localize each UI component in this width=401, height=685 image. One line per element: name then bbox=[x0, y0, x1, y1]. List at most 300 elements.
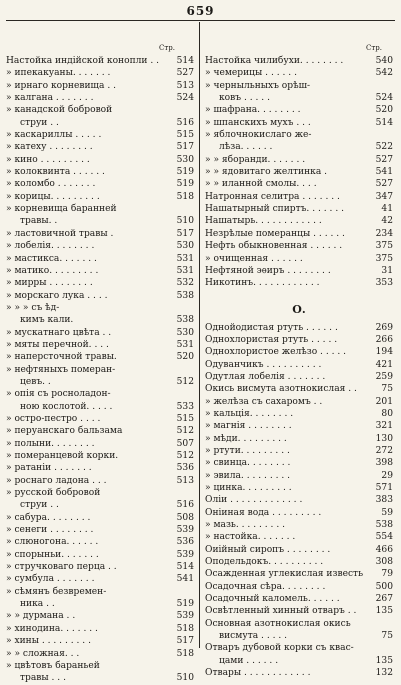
entry-page bbox=[172, 302, 194, 314]
entry-page bbox=[371, 80, 393, 92]
entry-term: » черныльныхъ орѣш- bbox=[205, 80, 311, 91]
entry-page: 527 bbox=[375, 154, 393, 165]
index-entry bbox=[205, 383, 393, 395]
entry-term: » роснаго ладона . . . bbox=[6, 475, 107, 486]
entry-term: » калгана . . . . . . . bbox=[6, 93, 94, 104]
entry-page: 515 bbox=[176, 413, 194, 424]
entry-term: Однохлористая ртуть . . . . . bbox=[205, 334, 338, 345]
index-entry bbox=[205, 568, 393, 580]
index-entry bbox=[6, 117, 194, 129]
entry-page: 29 bbox=[381, 470, 393, 481]
index-entry bbox=[6, 314, 194, 326]
entry-page: 398 bbox=[375, 458, 393, 469]
entry-term: » чемерицы . . . . . . bbox=[205, 68, 297, 79]
index-entry bbox=[205, 215, 393, 227]
index-entry bbox=[6, 290, 194, 302]
index-entry bbox=[6, 499, 194, 511]
entry-page: 500 bbox=[375, 581, 393, 592]
entry-page: 518 bbox=[176, 191, 194, 202]
entry-term: Нашатырный спиртъ. . . . . . . bbox=[205, 204, 344, 215]
entry-term: » померанцевой корки. bbox=[6, 451, 119, 461]
entry-page: 514 bbox=[176, 562, 194, 573]
index-entry bbox=[205, 154, 393, 166]
entry-page: 531 bbox=[176, 253, 194, 264]
index-entry bbox=[6, 623, 194, 635]
index-entry bbox=[6, 672, 194, 684]
index-entry bbox=[205, 322, 393, 334]
entry-term: » желѣза съ сахаромъ . . bbox=[205, 396, 323, 407]
index-entry bbox=[6, 401, 194, 413]
index-entry bbox=[6, 203, 194, 215]
entry-page: 375 bbox=[375, 253, 393, 264]
entry-term: » цвѣтовъ бараньей bbox=[6, 660, 100, 671]
index-entry bbox=[205, 80, 393, 92]
entry-term: Окись висмута азотнокислая . . bbox=[205, 384, 357, 395]
entry-page: 194 bbox=[375, 347, 393, 358]
section-letter-o: О. bbox=[292, 302, 306, 316]
index-entry bbox=[6, 55, 194, 67]
entry-term: » эвила. . . . . . . . . bbox=[205, 470, 291, 481]
entry-page: 41 bbox=[381, 204, 393, 215]
entry-page: 541 bbox=[176, 574, 194, 585]
entry-page: 517 bbox=[176, 142, 194, 153]
entry-term: » лобелія. . . . . . . . bbox=[6, 241, 95, 252]
entry-page: 519 bbox=[176, 179, 194, 190]
index-entry bbox=[6, 191, 194, 203]
entry-page: 518 bbox=[176, 648, 194, 659]
entry-page: 308 bbox=[375, 557, 393, 568]
index-entry bbox=[6, 215, 194, 227]
entry-page: 540 bbox=[375, 56, 393, 66]
index-entry bbox=[6, 351, 194, 363]
entry-term: » корицы. . . . . . . . . bbox=[6, 191, 100, 202]
index-entry bbox=[205, 228, 393, 240]
entry-term: » ратаніи . . . . . . . bbox=[6, 463, 92, 474]
entry-term: Осажденная углекислая известь bbox=[205, 569, 364, 580]
index-entry bbox=[6, 80, 194, 92]
index-entry bbox=[205, 544, 393, 556]
entry-term: » сѣмянъ безвремен- bbox=[6, 586, 107, 597]
entry-page: 520 bbox=[176, 352, 194, 363]
page-column-header-right: Стр. bbox=[366, 44, 382, 52]
header-rule bbox=[6, 20, 395, 21]
entry-page: 542 bbox=[375, 68, 393, 79]
index-entry bbox=[6, 561, 194, 573]
entry-page: 541 bbox=[375, 167, 393, 178]
entry-page: 507 bbox=[176, 438, 194, 449]
index-entry bbox=[6, 154, 194, 166]
index-entry bbox=[205, 457, 393, 469]
index-entry bbox=[6, 660, 194, 672]
entry-page: 347 bbox=[375, 191, 393, 202]
entry-term: Натронная селитра . . . . . . . bbox=[205, 191, 340, 202]
entry-term: Однохлористое желѣзо . . . . . bbox=[205, 347, 347, 358]
entry-page bbox=[172, 487, 194, 499]
index-entry bbox=[6, 635, 194, 647]
entry-page: 135 bbox=[375, 606, 393, 617]
index-entry bbox=[6, 425, 194, 437]
index-entry bbox=[6, 438, 194, 450]
entry-term: » мускатнаго цвѣта . . bbox=[6, 327, 112, 338]
entry-page: 130 bbox=[375, 433, 393, 444]
entry-term: струи . . bbox=[20, 500, 59, 511]
entry-term: » наперсточной травы. bbox=[6, 352, 117, 363]
entry-page: 321 bbox=[375, 421, 393, 432]
entry-term: Нашатырь. . . . . . . . . . . . bbox=[205, 216, 322, 227]
entry-page: 75 bbox=[381, 384, 393, 395]
entry-term: » яблочнокислаго же- bbox=[205, 130, 312, 141]
entry-term: висмута . . . . . bbox=[219, 631, 288, 642]
entry-term: » сумбула . . . . . . . bbox=[6, 574, 95, 585]
index-entry bbox=[6, 339, 194, 351]
entry-page: 517 bbox=[176, 636, 194, 647]
entry-term: Отваръ дубовой корки съ квас- bbox=[205, 643, 354, 654]
index-entry bbox=[6, 536, 194, 548]
entry-page: 512 bbox=[176, 451, 194, 461]
index-entry bbox=[6, 450, 194, 462]
entry-term: » катеху . . . . . . . . bbox=[6, 142, 93, 153]
entry-term: » шпанскихъ мухъ . . . bbox=[205, 117, 311, 128]
index-entry bbox=[205, 277, 393, 289]
entry-term: » » яборанди. . . . . . . bbox=[205, 154, 306, 165]
index-entry bbox=[205, 519, 393, 531]
entry-term: Оподельдокъ. . . . . . . . . . bbox=[205, 557, 324, 568]
index-entry bbox=[205, 605, 393, 617]
entry-term: » ирнаго корневища . . bbox=[6, 80, 116, 91]
entry-term: » шафрана. . . . . . . . bbox=[205, 105, 301, 116]
entry-term: Основная азотнокислая окись bbox=[205, 618, 351, 629]
entry-page bbox=[371, 642, 393, 654]
entry-term: » мастикса. . . . . . . bbox=[6, 253, 97, 264]
page-number: 659 bbox=[186, 4, 215, 18]
entry-term: ковъ . . . . . bbox=[219, 93, 270, 104]
entry-page: 533 bbox=[176, 401, 194, 412]
entry-page bbox=[172, 104, 194, 116]
entry-term: » мазь. . . . . . . . . bbox=[205, 520, 286, 531]
index-entry bbox=[6, 462, 194, 474]
entry-page bbox=[371, 129, 393, 141]
index-entry bbox=[205, 371, 393, 383]
index-entry bbox=[205, 141, 393, 153]
index-entry bbox=[205, 531, 393, 543]
entry-page: 59 bbox=[381, 507, 393, 518]
entry-page: 201 bbox=[375, 396, 393, 407]
entry-page: 510 bbox=[176, 216, 194, 227]
index-entry bbox=[205, 556, 393, 568]
entry-term: Настойка чилибухи. . . . . . . . bbox=[205, 56, 344, 66]
index-entry bbox=[205, 92, 393, 104]
entry-term: Нефть обыкновенная . . . . . . bbox=[205, 241, 343, 252]
entry-page: 42 bbox=[381, 216, 393, 227]
entry-term: травы. . bbox=[20, 216, 58, 227]
entry-term: цевъ. . bbox=[20, 376, 51, 387]
entry-page: 530 bbox=[176, 327, 194, 338]
section-spacer bbox=[205, 290, 393, 298]
entry-page: 532 bbox=[176, 278, 194, 289]
entry-term: » » » съ ѣд- bbox=[6, 302, 60, 313]
entry-term: Оиійный сиропъ . . . . . . . . bbox=[205, 544, 331, 555]
entry-term: Никотинъ. . . . . . . . . . . . bbox=[205, 278, 320, 289]
index-entry bbox=[205, 445, 393, 457]
entry-term: » мирры . . . . . . . . bbox=[6, 278, 93, 289]
entry-term: » слюногона. . . . . . bbox=[6, 537, 99, 548]
entry-term: » » иланной смолы. . . . bbox=[205, 179, 317, 190]
index-entry bbox=[205, 494, 393, 506]
entry-term: » очищенная . . . . . . bbox=[205, 253, 303, 264]
entry-term: » мѣди. . . . . . . . . bbox=[205, 433, 287, 444]
entry-term: » спорыньи. . . . . . . bbox=[6, 549, 99, 560]
entry-term: Осадочный каломель. . . . . . bbox=[205, 594, 340, 605]
index-entry bbox=[205, 129, 393, 141]
entry-page: 508 bbox=[176, 512, 194, 523]
index-entry bbox=[205, 55, 393, 67]
entry-page: 266 bbox=[375, 334, 393, 345]
index-entry bbox=[6, 166, 194, 178]
index-entry bbox=[205, 359, 393, 371]
entry-page: 536 bbox=[176, 463, 194, 474]
index-entry bbox=[6, 228, 194, 240]
entry-term: » сенеги . . . . . . . . bbox=[6, 525, 94, 536]
index-entry bbox=[205, 117, 393, 129]
index-entry bbox=[6, 265, 194, 277]
index-entry bbox=[205, 433, 393, 445]
index-entry bbox=[6, 141, 194, 153]
index-entry bbox=[6, 240, 194, 252]
entry-page: 518 bbox=[176, 623, 194, 634]
entry-term: » цинка. . . . . . . . . bbox=[205, 483, 292, 493]
entry-term: струи . . bbox=[20, 117, 59, 128]
index-entry bbox=[205, 203, 393, 215]
index-entry bbox=[6, 598, 194, 610]
entry-term: » остро-пестро . . . . bbox=[6, 413, 101, 424]
entry-term: Однойодистая ртуть . . . . . . bbox=[205, 322, 338, 333]
entry-term: цами . . . . . . bbox=[219, 655, 279, 666]
entry-term: ника . . bbox=[20, 599, 55, 610]
entry-page: 79 bbox=[381, 569, 393, 580]
entry-page: 571 bbox=[375, 483, 393, 493]
entry-page: 531 bbox=[176, 265, 194, 276]
entry-page: 510 bbox=[176, 673, 194, 684]
index-entry bbox=[205, 67, 393, 79]
entry-term: Незрѣлые померанцы . . . . . . bbox=[205, 228, 345, 239]
entry-page: 538 bbox=[176, 315, 194, 326]
index-entry bbox=[6, 573, 194, 585]
entry-page: 132 bbox=[375, 668, 393, 679]
entry-page: 519 bbox=[176, 599, 194, 610]
right-entry-list-o bbox=[205, 322, 393, 680]
entry-page: 234 bbox=[375, 228, 393, 239]
index-entry bbox=[6, 475, 194, 487]
index-entry bbox=[6, 67, 194, 79]
entry-page: 527 bbox=[375, 179, 393, 190]
entry-term: » морскаго лука . . . . bbox=[6, 290, 108, 301]
entry-term: » полыни. . . . . . . . bbox=[6, 438, 95, 449]
entry-term: » » ядовитаго желтинка . bbox=[205, 167, 328, 178]
entry-term: » ипекакуаны. . . . . . . bbox=[6, 68, 111, 79]
entry-page: 512 bbox=[176, 376, 194, 387]
entry-term: лѣза. . . . . . bbox=[219, 142, 273, 153]
entry-term: » корневища баранней bbox=[6, 204, 117, 215]
entry-term: Освѣтленный хинный отваръ . . bbox=[205, 606, 357, 617]
entry-page: 538 bbox=[375, 520, 393, 531]
entry-term: » сабура. . . . . . . . bbox=[6, 512, 91, 523]
entry-term: Нефтяной эѳиръ . . . . . . . . bbox=[205, 265, 331, 276]
entry-term: » русской бобровой bbox=[6, 488, 101, 499]
entry-page bbox=[172, 388, 194, 400]
entry-page: 517 bbox=[176, 228, 194, 239]
index-entry bbox=[205, 334, 393, 346]
index-entry bbox=[205, 581, 393, 593]
column-divider bbox=[199, 22, 200, 648]
entry-term: травы . . . bbox=[20, 673, 66, 684]
entry-page: 539 bbox=[176, 611, 194, 622]
index-entry bbox=[6, 388, 194, 400]
entry-term: » колоквинта . . . . . . bbox=[6, 167, 105, 178]
entry-page: 524 bbox=[176, 93, 194, 104]
index-entry bbox=[205, 178, 393, 190]
index-entry bbox=[6, 178, 194, 190]
entry-term: » настойка. . . . . . . bbox=[205, 532, 296, 543]
index-entry bbox=[6, 104, 194, 116]
right-index-column bbox=[205, 55, 393, 680]
index-entry bbox=[205, 507, 393, 519]
entry-page: 516 bbox=[176, 500, 194, 511]
entry-term: » магнія . . . . . . . . bbox=[205, 421, 292, 432]
entry-term: » опія съ росноладон- bbox=[6, 389, 111, 400]
entry-term: Одутлая лобелія . . . . . . . bbox=[205, 371, 326, 382]
entry-page bbox=[172, 586, 194, 598]
entry-page: 514 bbox=[375, 117, 393, 128]
index-entry bbox=[6, 364, 194, 376]
entry-term: Оліи . . . . . . . . . . . . . bbox=[205, 495, 303, 506]
index-entry bbox=[6, 586, 194, 598]
index-entry bbox=[6, 129, 194, 141]
entry-page: 538 bbox=[176, 290, 194, 301]
right-entry-list-n bbox=[205, 55, 393, 290]
entry-page: 31 bbox=[381, 265, 393, 276]
entry-term: » » дурмана . . bbox=[6, 611, 76, 622]
index-entry bbox=[6, 376, 194, 388]
entry-page: 512 bbox=[176, 426, 194, 437]
entry-term: » канадской бобровой bbox=[6, 105, 113, 116]
entry-page: 513 bbox=[176, 80, 194, 91]
entry-page: 536 bbox=[176, 537, 194, 548]
entry-page: 514 bbox=[176, 56, 194, 66]
index-entry bbox=[6, 327, 194, 339]
entry-page: 524 bbox=[375, 93, 393, 104]
index-entry bbox=[6, 512, 194, 524]
index-entry bbox=[6, 92, 194, 104]
index-entry bbox=[6, 549, 194, 561]
index-entry bbox=[205, 420, 393, 432]
entry-term: Оніиная вода . . . . . . . . . bbox=[205, 507, 322, 518]
left-index-column bbox=[6, 55, 194, 685]
index-entry bbox=[205, 618, 393, 630]
index-entry bbox=[205, 642, 393, 654]
entry-page: 515 bbox=[176, 130, 194, 141]
entry-term: » ластовичной травы . bbox=[6, 228, 114, 239]
entry-page: 530 bbox=[176, 154, 194, 165]
entry-page: 530 bbox=[176, 241, 194, 252]
entry-page: 554 bbox=[375, 532, 393, 543]
entry-page: 527 bbox=[176, 68, 194, 79]
entry-term: » хинодина. . . . . . . bbox=[6, 623, 98, 634]
entry-page bbox=[371, 618, 393, 630]
entry-page: 383 bbox=[375, 495, 393, 506]
index-entry bbox=[205, 655, 393, 667]
entry-page: 272 bbox=[375, 445, 393, 456]
entry-page: 520 bbox=[375, 105, 393, 116]
index-entry bbox=[205, 630, 393, 642]
entry-term: кимъ кали. bbox=[20, 315, 74, 326]
entry-page: 531 bbox=[176, 339, 194, 350]
index-entry bbox=[6, 648, 194, 660]
entry-page: 75 bbox=[381, 631, 393, 642]
entry-page: 522 bbox=[375, 142, 393, 153]
left-entry-list bbox=[6, 55, 194, 685]
entry-page: 539 bbox=[176, 525, 194, 536]
entry-term: » кино . . . . . . . . . bbox=[6, 154, 90, 165]
entry-term: ною кослотой. . . . . bbox=[20, 401, 113, 412]
entry-term: » хины . . . . . . . . . bbox=[6, 636, 91, 647]
entry-term: Отвары . . . . . . . . . . . . bbox=[205, 668, 311, 679]
entry-page: 516 bbox=[176, 117, 194, 128]
index-entry bbox=[205, 470, 393, 482]
index-entry bbox=[205, 104, 393, 116]
entry-page: 519 bbox=[176, 167, 194, 178]
entry-term: » » сложная. . . bbox=[6, 648, 80, 659]
entry-page: 375 bbox=[375, 241, 393, 252]
index-entry bbox=[205, 240, 393, 252]
entry-term: Настойка индійской конопли . . bbox=[6, 56, 160, 66]
entry-term: » матико. . . . . . . . . bbox=[6, 265, 99, 276]
index-entry bbox=[205, 408, 393, 420]
entry-term: Осадочная сѣра. . . . . . . . bbox=[205, 581, 326, 592]
index-entry bbox=[6, 487, 194, 499]
entry-term: » стручковаго перца . . bbox=[6, 562, 117, 573]
index-entry bbox=[205, 396, 393, 408]
index-entry bbox=[205, 166, 393, 178]
page-column-header-left: Стр. bbox=[159, 44, 175, 52]
index-entry bbox=[205, 191, 393, 203]
entry-page: 135 bbox=[375, 655, 393, 666]
entry-term: » каскариллы . . . . . bbox=[6, 130, 102, 141]
index-entry bbox=[205, 253, 393, 265]
entry-page: 269 bbox=[375, 322, 393, 333]
index-entry bbox=[205, 667, 393, 679]
entry-term: » коломбо . . . . . . . bbox=[6, 179, 96, 190]
entry-page: 353 bbox=[375, 278, 393, 289]
entry-term: » кальція. . . . . . . . bbox=[205, 408, 294, 419]
entry-page: 421 bbox=[375, 359, 393, 370]
index-entry bbox=[6, 277, 194, 289]
entry-page: 267 bbox=[375, 594, 393, 605]
index-entry bbox=[205, 265, 393, 277]
entry-page bbox=[172, 364, 194, 376]
entry-page: 513 bbox=[176, 475, 194, 486]
entry-page: 539 bbox=[176, 549, 194, 560]
index-entry bbox=[205, 593, 393, 605]
index-entry bbox=[6, 253, 194, 265]
entry-page: 259 bbox=[375, 371, 393, 382]
index-entry bbox=[205, 482, 393, 494]
entry-page bbox=[172, 203, 194, 215]
entry-term: » перуанскаго бальзама bbox=[6, 426, 123, 437]
index-entry bbox=[6, 524, 194, 536]
index-entry bbox=[6, 413, 194, 425]
entry-term: » нефтяныхъ померан- bbox=[6, 364, 116, 375]
index-entry bbox=[6, 302, 194, 314]
